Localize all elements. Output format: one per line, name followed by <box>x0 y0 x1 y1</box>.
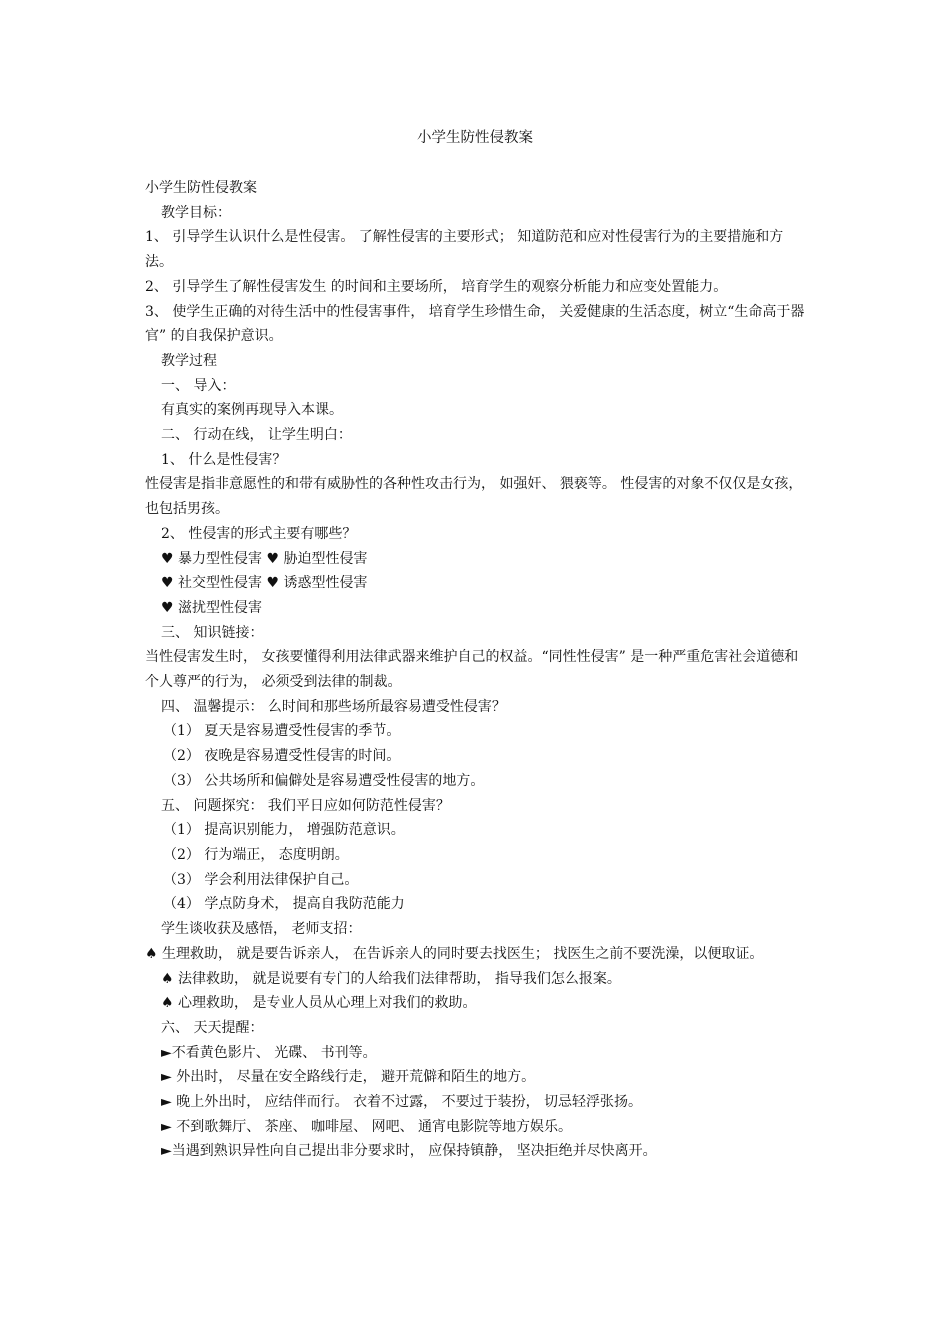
body-line: 五、 问题探究： 我们平日应如何防范性侵害？ <box>161 797 450 814</box>
body-line: 2、 性侵害的形式主要有哪些？ <box>161 525 357 542</box>
body-line: 小学生防性侵教案 <box>145 180 257 196</box>
body-line: ► 晚上外出时， 应结伴而行。 衣着不过露， 不要过于装扮， 切忌轻浮张扬。 <box>161 1094 643 1111</box>
body-line: 二、 行动在线， 让学生明白： <box>161 427 352 444</box>
body-line: （3） 学会利用法律保护自己。 <box>163 871 359 888</box>
body-line: 2、 引导学生了解性侵害发生 的时间和主要场所， 培育学生的观察分析能力和应变处置能力。 <box>145 278 728 295</box>
body-line: ♥ 滋扰型性侵害 <box>161 599 263 616</box>
body-line: ►当遇到熟识异性向自己提出非分要求时， 应保持镇静， 坚决拒绝并尽快离开。 <box>161 1143 657 1160</box>
body-line: （1） 提高识别能力， 增强防范意识。 <box>163 822 405 839</box>
body-line: ►不看黄色影片、 光碟、 书刊等。 <box>161 1044 377 1061</box>
body-line: 性侵害是指非意愿性的和带有威胁性的各种性攻击行为， 如强奸、 猥亵等。 性侵害的对象不仅仅是女孩， 也包括男孩。 <box>145 476 803 518</box>
body-line: 学生谈收获及感悟， 老师支招： <box>161 921 362 938</box>
body-line: 3、 使学生正确的对待生活中的性侵害事件， 培育学生珍惜生命， 关爱健康的生活态度，树立“生命高于器官” 的自我保护意识。 <box>145 303 805 345</box>
body-line: （1） 夏天是容易遭受性侵害的季节。 <box>163 723 401 740</box>
body-line: 教学目标： <box>161 204 231 221</box>
body-line: 一、 导入： <box>161 377 236 394</box>
body-line: 三、 知识链接： <box>161 624 264 641</box>
body-line: 1、 什么是性侵害？ <box>161 451 287 468</box>
body-line: 当性侵害发生时， 女孩要懂得利用法律武器来维护自己的权益。“同性性侵害” 是一种严重危害社会道德和个人尊严的行为， 必须受到法律的制裁。 <box>145 649 799 691</box>
body-line: ► 不到歌舞厅、 茶座、 咖啡屋、 网吧、 通宵电影院等地方娱乐。 <box>161 1118 573 1135</box>
body-line: 教学过程 <box>161 352 217 369</box>
body-line: ♠ 生理救助， 就是要告诉亲人， 在告诉亲人的同时要去找医生； 找医生之前不要洗澡，以便取证。 <box>145 945 764 962</box>
body-line: 四、 温馨提示： 么时间和那些场所最容易遭受性侵害？ <box>161 698 506 715</box>
body-line: （3） 公共场所和偏僻处是容易遭受性侵害的地方。 <box>163 772 485 789</box>
body-line: ♠ 法律救助， 就是说要有专门的人给我们法律帮助， 指导我们怎么报案。 <box>161 970 621 987</box>
document-body <box>145 176 810 1164</box>
body-line: 有真实的案例再现导入本课。 <box>161 402 343 419</box>
body-line: 1、 引导学生认识什么是性侵害。 了解性侵害的主要形式； 知道防范和应对性侵害行为的主要措施和方法。 <box>145 229 784 271</box>
body-line: （2） 行为端正， 态度明朗。 <box>163 846 349 863</box>
body-line: （2） 夜晚是容易遭受性侵害的时间。 <box>163 748 401 765</box>
page-title: 小学生防性侵教案 <box>417 130 533 146</box>
body-line: ♠ 心理救助， 是专业人员从心理上对我们的救助。 <box>161 995 477 1012</box>
body-line: （4） 学点防身术， 提高自我防范能力 <box>163 896 405 913</box>
body-line: 六、 天天提醒： <box>161 1019 264 1036</box>
body-line: ♥ 社交型性侵害 ♥ 诱惑型性侵害 <box>161 575 368 592</box>
body-line: ♥ 暴力型性侵害 ♥ 胁迫型性侵害 <box>161 550 368 567</box>
body-line: ► 外出时， 尽量在安全路线行走， 避开荒僻和陌生的地方。 <box>161 1069 536 1086</box>
